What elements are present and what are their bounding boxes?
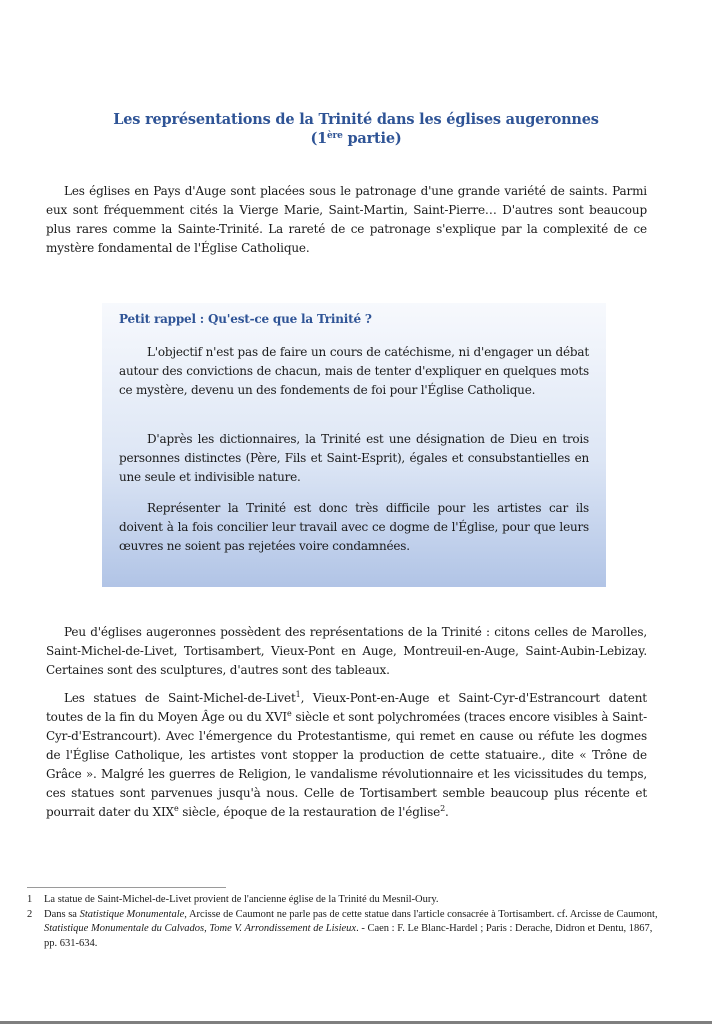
footnote-number: 2 xyxy=(27,908,33,920)
footnote-text: La statue de Saint-Michel-de-Livet provient de l'ancienne église de la Trinité du Mesnil-Oury. xyxy=(44,894,439,905)
footnotes xyxy=(27,893,667,951)
footnote-book-title: Statistique Monumentale du Calvados, Tome V. Arrondissement de Lisieux xyxy=(44,923,357,934)
statues-paragraph xyxy=(46,689,647,822)
footnote-separator xyxy=(27,887,226,888)
footnote-text-part: , Arcisse de Caumont ne parle pas de cette statue dans l'article consacrée à Tortisambert. cf. Arcisse de Caumont, xyxy=(184,908,658,920)
footnote-ref-1[interactable]: 1 xyxy=(295,690,301,699)
statues-text: . xyxy=(445,805,449,819)
footnote-book-title: Statistique Monumentale xyxy=(79,908,185,920)
footnote-2 xyxy=(27,908,667,952)
statues-text: , Vieux-Pont-en-Auge et Saint-Cyr-d'Estrancourt datent toutes de la fin du Moyen Âge ou du XVI xyxy=(46,691,647,724)
rappel-paragraph: L'objectif n'est pas de faire un cours de catéchisme, ni d'engager un débat autour des convictions de chacun, mais de tenter d'expliquer en quelques mots ce mystère, devenu un des fondements de foi pour l'Église Catholique. xyxy=(119,345,589,397)
footnote-ref-2[interactable]: 2 xyxy=(440,804,446,813)
page-title xyxy=(60,110,652,148)
statues-text: siècle et sont polychromées (traces encore visibles à Saint-Cyr-d'Estrancourt). Avec l'émergence du Protestantisme, qui remet en cause ou réfute les dogmes de l'Église Catholique, les artistes vont stopper la production de cette statuaire., dite « Trône de Grâce ». Malgré les guerres de Religion, le vandalisme révolutionnaire et les vicissitudes du temps, ces statues sont parvenues jusqu'à nous. Celle de Tortisambert semble beaucoup plus récente et pourrait dater du XIX xyxy=(46,710,647,819)
footnote-text-part: Dans sa xyxy=(44,908,80,920)
rappel-box-title: Petit rappel : Qu'est-ce que la Trinité ? xyxy=(119,312,372,326)
title-part-open: (1 xyxy=(310,130,328,147)
page-title-line1: Les représentations de la Trinité dans les églises augeronnes xyxy=(113,111,599,128)
footnote-text-part: . - Caen : F. Le Blanc-Hardel ; Paris : Derache, Didron et Dentu, 1867, pp. 631-634. xyxy=(44,923,653,949)
footnote-1 xyxy=(27,893,667,908)
rappel-paragraph: D'après les dictionnaires, la Trinité est une désignation de Dieu en trois personnes distinctes (Père, Fils et Saint-Esprit), égales et consubstantielles en une seule et indivisible nature. xyxy=(119,432,589,484)
churches-list-paragraph: Peu d'églises augeronnes possèdent des représentations de la Trinité : citons celles de Marolles, Saint-Michel-de-Livet, Tortisambert, Vieux-Pont en Auge, Montreuil-en-Auge, Saint-Aubin-Lebizay. Certaines sont des sculptures, d'autres sont des tableaux. xyxy=(46,625,647,677)
title-part-close: partie) xyxy=(342,130,402,147)
footnote-text xyxy=(44,908,667,952)
page-title-line2 xyxy=(60,129,652,148)
statues-text: siècle, époque de la restauration de l'église xyxy=(178,805,441,819)
rappel-box xyxy=(102,303,606,587)
footnote-number: 1 xyxy=(27,894,33,905)
intro-paragraph: Les églises en Pays d'Auge sont placées sous le patronage d'une grande variété de saints. Parmi eux sont fréquemment cités la Vierge Marie, Saint-Martin, Saint-Pierre… D'autres sont beaucoup plus rares comme la Sainte-Trinité. La rareté de ce patronage s'explique par la complexité de ce mystère fondamental de l'Église Catholique. xyxy=(46,184,647,255)
title-ordinal-superscript: ère xyxy=(327,131,343,141)
century-superscript: e xyxy=(173,804,179,813)
century-superscript: e xyxy=(287,709,292,718)
statues-text: Les statues de Saint-Michel-de-Livet xyxy=(64,691,296,705)
rappel-paragraph: Représenter la Trinité est donc très difficile pour les artistes car ils doivent à la fois concilier leur travail avec ce dogme de l'Église, pour que leurs œuvres ne soient pas rejetées voire condamnées. xyxy=(119,501,589,553)
